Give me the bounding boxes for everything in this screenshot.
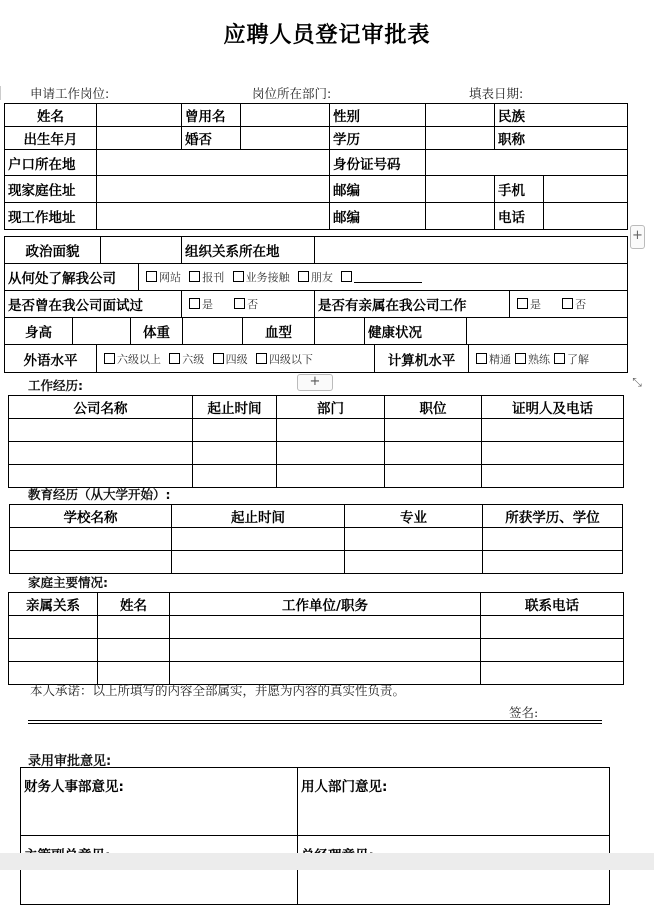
label-computer: 计算机水平	[375, 345, 469, 373]
source-option-website[interactable]: 网站	[142, 271, 181, 284]
approval-employing-dept[interactable]: 用人部门意见:	[298, 768, 610, 836]
field-work-addr[interactable]	[97, 203, 330, 230]
label-blood: 血型	[243, 318, 315, 345]
table-row	[9, 419, 624, 442]
checkbox-icon	[256, 353, 267, 364]
interviewed-no[interactable]: 否	[230, 298, 258, 311]
field-postcode2[interactable]	[426, 203, 495, 230]
checkbox-icon	[189, 298, 200, 309]
source-options	[139, 264, 628, 291]
family-table	[8, 592, 624, 685]
checkbox-icon	[233, 271, 244, 282]
label-hukou: 户口所在地	[5, 150, 97, 176]
lang-cet6-plus[interactable]: 六级以上	[100, 353, 161, 366]
field-blood[interactable]	[315, 318, 365, 345]
checkbox-icon	[234, 298, 245, 309]
checkbox-icon	[515, 353, 526, 364]
field-married[interactable]	[241, 127, 330, 150]
field-health[interactable]	[467, 318, 628, 345]
bottom-bar	[0, 853, 654, 870]
work-col-company: 公司名称	[9, 396, 193, 419]
label-height: 身高	[5, 318, 73, 345]
family-col-name: 姓名	[98, 593, 170, 616]
computer-proficient[interactable]: 熟练	[511, 353, 550, 366]
approval-gm[interactable]	[298, 836, 610, 905]
field-gender[interactable]	[426, 104, 495, 127]
checkbox-icon	[169, 353, 180, 364]
label-birth: 出生年月	[5, 127, 97, 150]
lang-options	[97, 345, 375, 373]
source-option-friend[interactable]: 朋友	[294, 271, 333, 284]
label-id-no: 身份证号码	[330, 150, 426, 176]
field-id-no[interactable]	[426, 150, 628, 176]
label-politics: 政治面貌	[5, 237, 101, 264]
checkbox-icon	[146, 271, 157, 282]
source-option-newspaper[interactable]: 报刊	[185, 271, 224, 284]
checkbox-icon	[476, 353, 487, 364]
field-height[interactable]	[73, 318, 131, 345]
source-option-business[interactable]: 业务接触	[229, 271, 290, 284]
relatives-yes[interactable]: 是	[513, 298, 541, 311]
resize-table-icon[interactable]: ⤡	[632, 375, 642, 389]
field-phone[interactable]	[544, 203, 628, 230]
field-postcode1[interactable]	[426, 176, 495, 203]
label-health: 健康状况	[365, 318, 467, 345]
label-postcode2: 邮编	[330, 203, 426, 230]
field-birth[interactable]	[97, 127, 182, 150]
computer-options	[469, 345, 628, 373]
skills-table	[4, 344, 628, 373]
label-lang: 外语水平	[5, 345, 97, 373]
label-postcode1: 邮编	[330, 176, 426, 203]
work-col-period: 起止时间	[193, 396, 277, 419]
lang-below-cet4[interactable]: 四级以下	[252, 353, 313, 366]
label-dept: 岗位所在部门:	[252, 86, 332, 101]
label-phone: 电话	[495, 203, 544, 230]
table-row	[9, 639, 624, 662]
work-col-position: 职位	[385, 396, 482, 419]
checkbox-icon	[562, 298, 573, 309]
label-ethnicity: 民族	[495, 104, 628, 127]
label-interviewed: 是否曾在我公司面试过	[5, 291, 182, 318]
relatives-no[interactable]: 否	[558, 298, 586, 311]
label-gender: 性别	[330, 104, 426, 127]
field-mobile[interactable]	[544, 176, 628, 203]
edu-heading: 教育经历（从大学开始）:	[28, 487, 171, 502]
label-org-rel: 组织关系所在地	[182, 237, 315, 264]
approval-heading: 录用审批意见:	[28, 754, 112, 769]
left-margin-marker	[0, 86, 5, 100]
work-heading: 工作经历:	[28, 378, 83, 393]
label-education: 学历	[330, 127, 426, 150]
checkbox-icon	[554, 353, 565, 364]
family-col-relation: 亲属关系	[9, 593, 98, 616]
source-option-other[interactable]	[337, 271, 422, 284]
edu-col-period: 起止时间	[172, 505, 345, 528]
lang-cet4[interactable]: 四级	[209, 353, 248, 366]
edu-col-major: 专业	[345, 505, 483, 528]
computer-expert[interactable]: 精通	[472, 353, 511, 366]
signature-label: 签名:	[509, 705, 539, 720]
lang-cet6[interactable]: 六级	[165, 353, 204, 366]
signature-rule	[28, 720, 602, 721]
checkbox-icon	[341, 271, 352, 282]
approval-vp[interactable]	[21, 836, 298, 905]
field-education[interactable]	[426, 127, 495, 150]
pledge-text: 本人承诺：以上所填写的内容全部属实，并愿为内容的真实性负责。	[30, 683, 406, 698]
family-col-employer: 工作单位/职务	[170, 593, 481, 616]
other-blank[interactable]	[354, 272, 422, 283]
field-hukou[interactable]	[97, 150, 330, 176]
extra-info-table	[4, 236, 628, 318]
checkbox-icon	[104, 353, 115, 364]
field-home-addr[interactable]	[97, 176, 330, 203]
label-work-addr: 现工作地址	[5, 203, 97, 230]
table-row	[9, 442, 624, 465]
checkbox-icon	[213, 353, 224, 364]
edu-col-degree: 所获学历、学位	[483, 505, 623, 528]
table-row	[10, 528, 623, 551]
label-date: 填表日期:	[469, 86, 524, 101]
physical-info-table	[4, 317, 628, 345]
label-mobile: 手机	[495, 176, 544, 203]
approval-table	[20, 767, 610, 905]
work-col-dept: 部门	[277, 396, 385, 419]
checkbox-icon	[189, 271, 200, 282]
label-relatives: 是否有亲属在我公司工作	[315, 291, 510, 318]
field-weight[interactable]	[183, 318, 243, 345]
approval-finance[interactable]: 财务人事部意见:	[21, 768, 298, 836]
work-col-reference: 证明人及电话	[482, 396, 624, 419]
label-home-addr: 现家庭住址	[5, 176, 97, 203]
label-position: 申请工作岗位:	[30, 86, 110, 101]
work-table	[8, 395, 624, 488]
table-row	[10, 551, 623, 574]
computer-familiar[interactable]: 了解	[550, 353, 589, 366]
label-married: 婚否	[182, 127, 241, 150]
field-name[interactable]	[97, 104, 182, 127]
field-politics[interactable]	[101, 237, 182, 264]
add-column-button[interactable]: +	[630, 225, 645, 249]
label-weight: 体重	[131, 318, 183, 345]
add-row-button[interactable]: +	[297, 374, 333, 391]
label-title: 职称	[495, 127, 628, 150]
page-title: 应聘人员登记审批表	[223, 22, 431, 48]
basic-info-table	[4, 103, 628, 230]
interviewed-yes[interactable]: 是	[185, 298, 213, 311]
checkbox-icon	[517, 298, 528, 309]
family-heading: 家庭主要情况:	[28, 575, 108, 590]
signature-rule-2	[28, 723, 602, 724]
field-org-rel[interactable]	[315, 237, 628, 264]
interviewed-options	[182, 291, 315, 318]
edu-table	[9, 504, 623, 574]
checkbox-icon	[298, 271, 309, 282]
family-col-phone: 联系电话	[481, 593, 624, 616]
label-source: 从何处了解我公司	[5, 264, 139, 291]
field-former-name[interactable]	[241, 104, 330, 127]
relatives-options	[510, 291, 628, 318]
label-name: 姓名	[5, 104, 97, 127]
label-former-name: 曾用名	[182, 104, 241, 127]
edu-col-school: 学校名称	[10, 505, 172, 528]
table-row	[9, 616, 624, 639]
